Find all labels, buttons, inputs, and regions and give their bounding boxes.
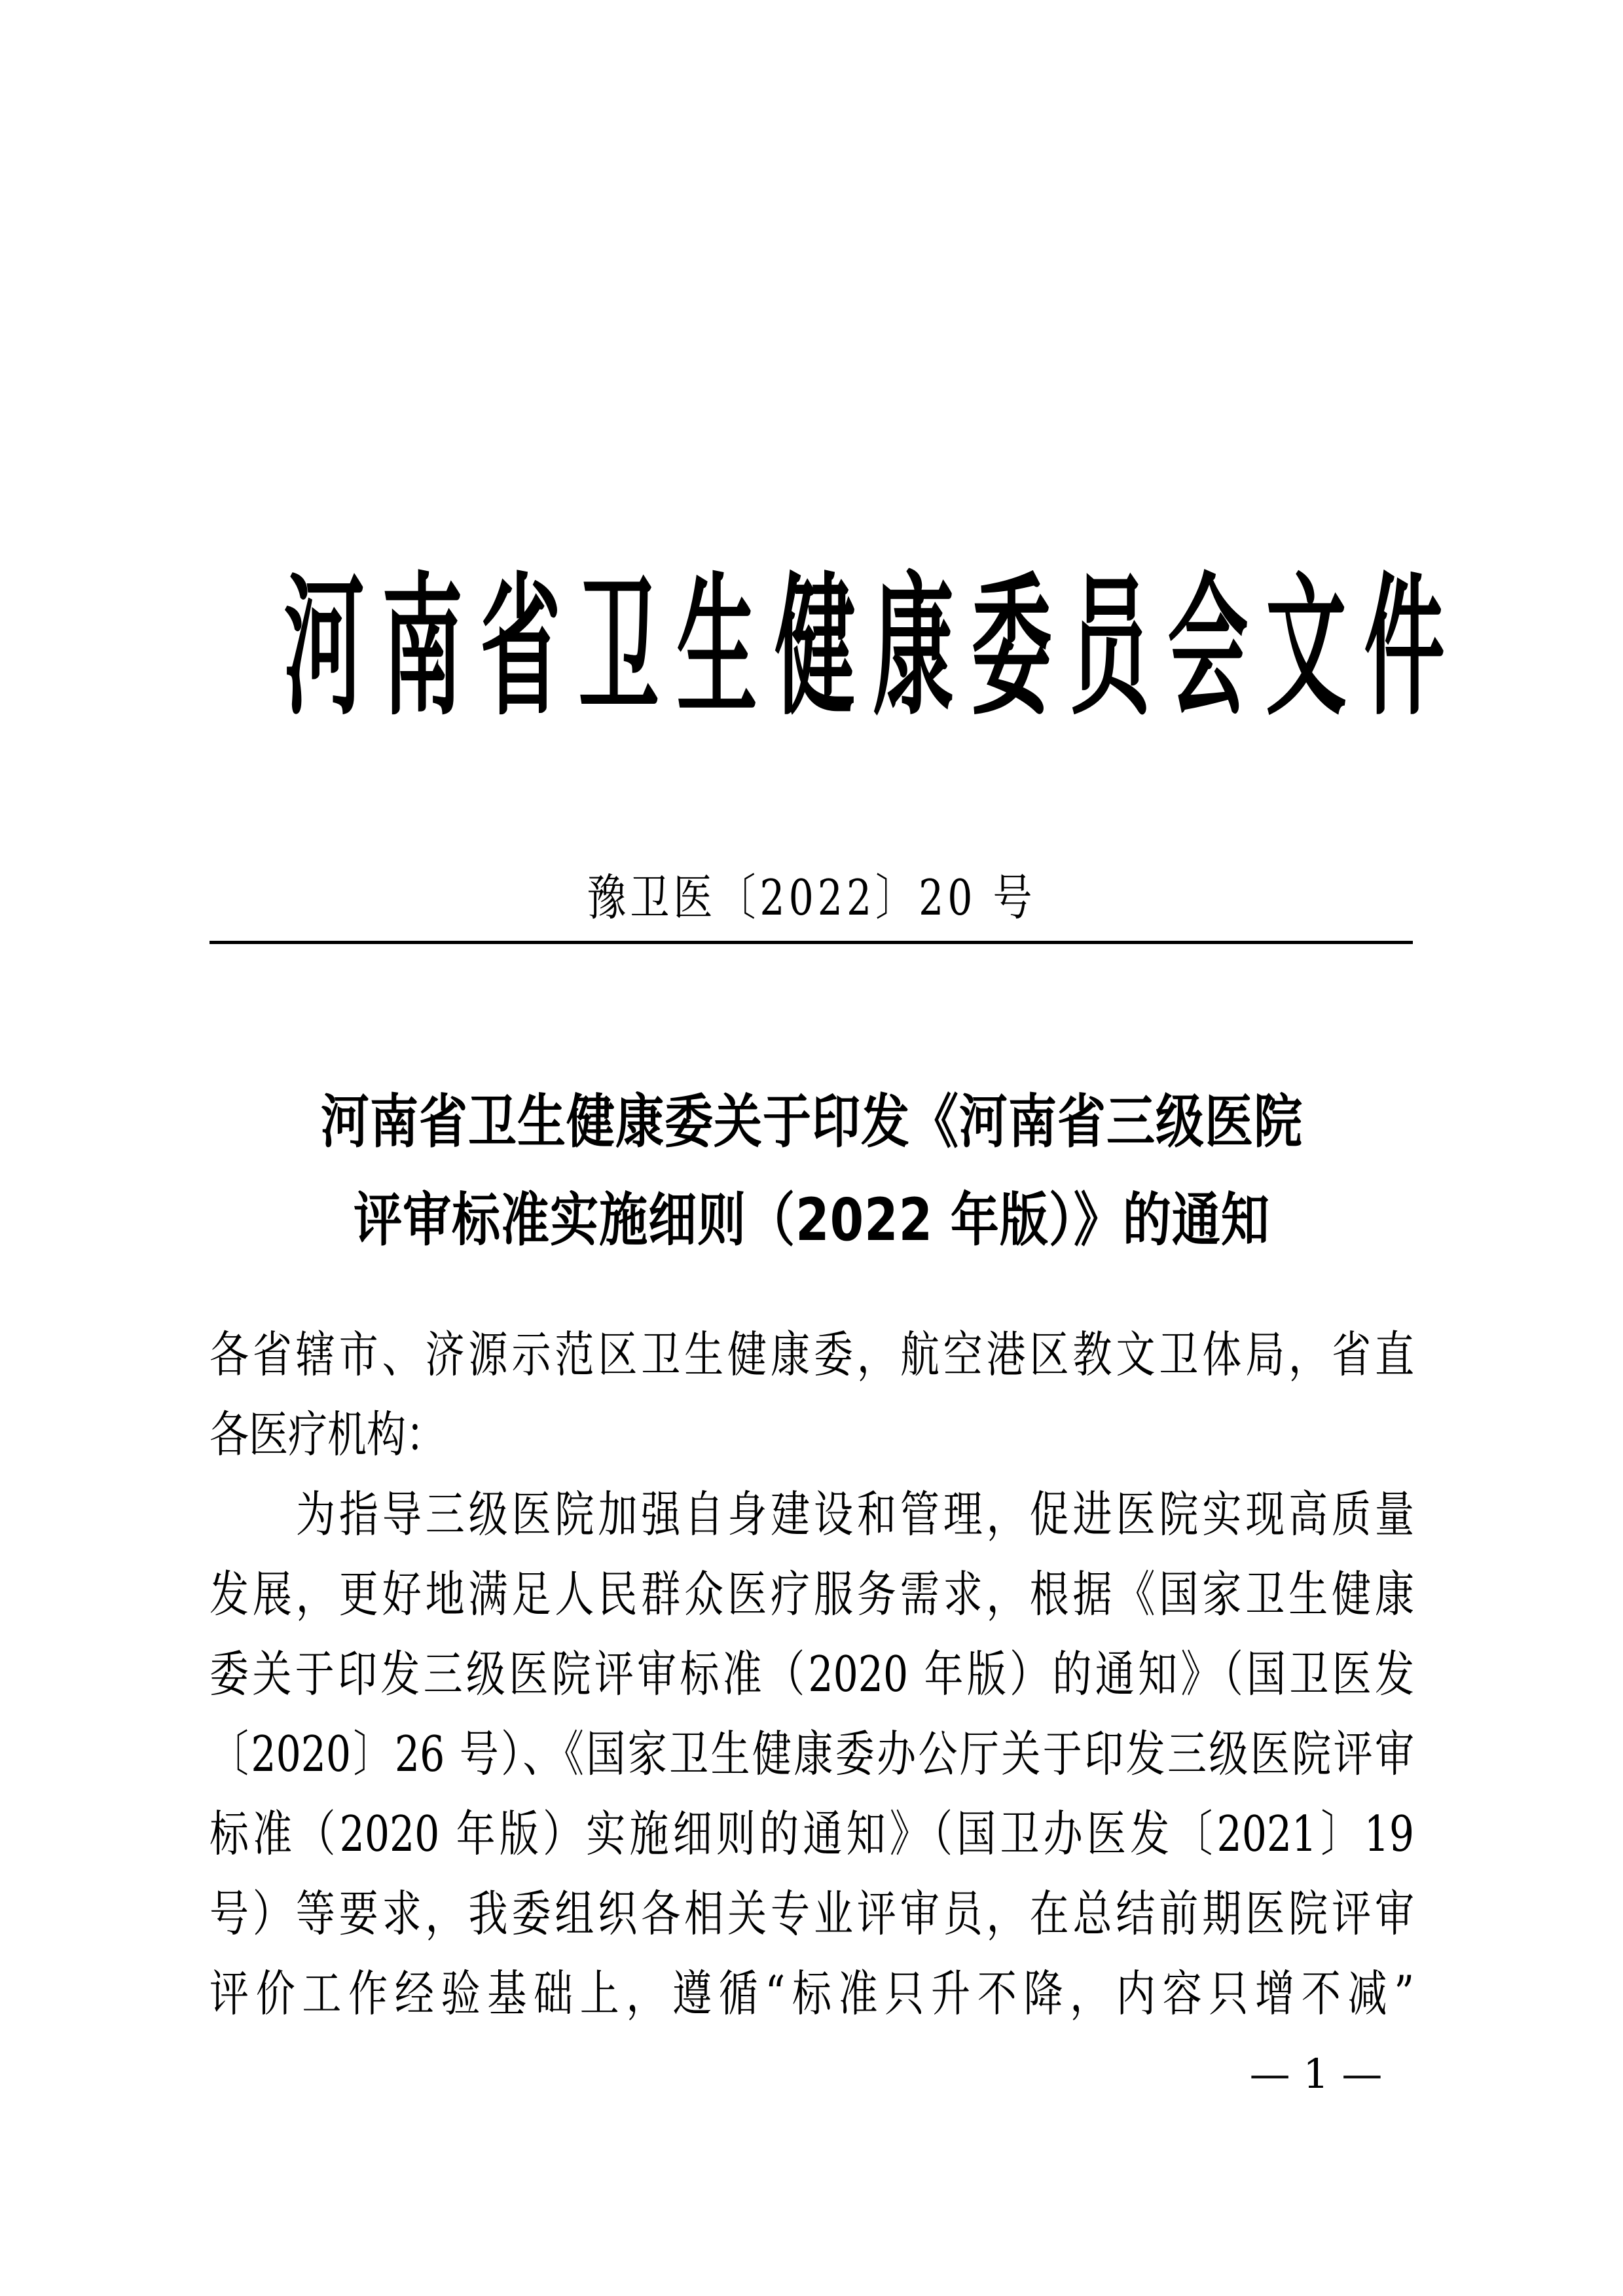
subject-heading-line-2: 评审标准实施细则（2022 年版）》的通知 xyxy=(354,1186,1270,1254)
body-line: 委关于印发三级医院评审标准（2020 年版）的通知》（国卫医发 xyxy=(210,1646,1414,1704)
subject-heading-line-1: 河南省卫生健康委关于印发《河南省三级医院 xyxy=(321,1088,1303,1156)
body-line: 发展，更好地满足人民群众医疗服务需求，根据《国家卫生健康 xyxy=(210,1566,1414,1624)
masthead-char: 省 xyxy=(480,560,561,737)
masthead-char: 委 xyxy=(971,560,1052,737)
masthead-char: 文 xyxy=(1266,560,1347,737)
masthead-char: 卫 xyxy=(578,560,659,737)
masthead-char: 会 xyxy=(1167,560,1249,737)
page-number: — 1 — xyxy=(1249,2050,1383,2098)
masthead-char: 生 xyxy=(676,560,757,737)
document-number: 豫卫医〔2022〕20 号 xyxy=(587,869,1036,927)
separator-rule xyxy=(210,941,1413,944)
masthead-char: 康 xyxy=(873,560,954,737)
body-line: 标准（2020 年版）实施细则的通知》（国卫办医发〔2021〕19 xyxy=(210,1806,1414,1863)
masthead-char: 河 xyxy=(283,560,365,737)
addressee-line-1: 各省辖市、济源示范区卫生健康委，航空港区教文卫体局，省直 xyxy=(210,1326,1414,1384)
body-line: 〔2020〕26 号）、《国家卫生健康委办公厅关于印发三级医院评审 xyxy=(210,1726,1414,1783)
body-line: 为指导三级医院加强自身建设和管理，促进医院实现高质量 xyxy=(296,1486,1414,1544)
masthead-char: 员 xyxy=(1069,560,1150,737)
body-line: 评价工作经验基础上，遵循“标准只升不降，内容只增不减” xyxy=(210,1965,1414,2023)
masthead-char: 南 xyxy=(382,560,463,737)
addressee-line-2: 各医疗机构： xyxy=(210,1406,445,1464)
masthead-title xyxy=(275,560,1445,737)
masthead-char: 件 xyxy=(1364,560,1445,737)
body-line: 号）等要求，我委组织各相关专业评审员，在总结前期医院评审 xyxy=(210,1886,1414,1943)
masthead-char: 健 xyxy=(775,560,856,737)
